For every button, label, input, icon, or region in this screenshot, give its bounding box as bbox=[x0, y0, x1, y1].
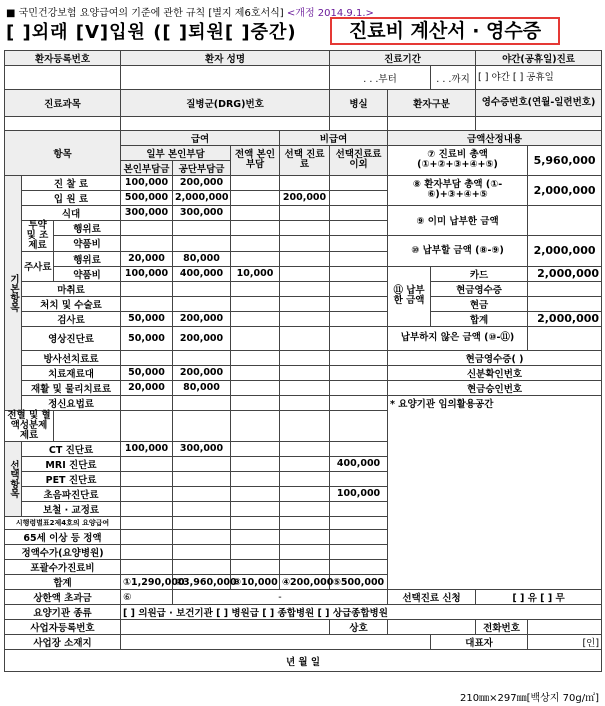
row-mri: MRI 진단료 bbox=[22, 456, 121, 471]
mat-self: 50,000 bbox=[121, 365, 173, 380]
inj-drug-full: 10,000 bbox=[231, 266, 280, 281]
receipt-table bbox=[4, 50, 602, 672]
row-brace: 보철 · 교정료 bbox=[22, 501, 121, 516]
select-apply-label: 선택진료 신청 bbox=[388, 590, 476, 605]
biz-no-value[interactable] bbox=[121, 620, 330, 635]
institution-type-options[interactable]: [ ] 의원급 · 보건기관 [ ] 병원급 [ ] 종합병원 [ ] 상급종합병원 bbox=[121, 605, 602, 620]
address-value[interactable] bbox=[121, 635, 431, 650]
patient-type-value[interactable] bbox=[388, 117, 476, 131]
exam-ins: 200,000 bbox=[173, 175, 231, 190]
meal-ins: 300,000 bbox=[173, 205, 231, 220]
patient-total-label: ⑧ 환자부담 총액 (①-⑥)+③+④+⑤ bbox=[388, 175, 528, 205]
free-space: * 요양기관 임의활용공간 bbox=[388, 395, 602, 590]
row-over65: 65세 이상 등 정액 bbox=[5, 530, 121, 545]
row-imaging: 영상진단료 bbox=[22, 326, 121, 350]
row-proc: 처치 및 수술료 bbox=[22, 296, 121, 311]
row-material: 치료재료대 bbox=[22, 365, 121, 380]
inj-act-label: 행위료 bbox=[54, 251, 121, 266]
full-self-header: 전액 본인부담 bbox=[231, 145, 280, 175]
phone-value[interactable] bbox=[528, 620, 602, 635]
select-fee-header: 선택 진료료 bbox=[280, 145, 330, 175]
patient-name-label: 환자 성명 bbox=[121, 51, 330, 66]
basic-items-label: 기본항목 bbox=[5, 175, 22, 410]
cash-receipt-label: 현금영수증 bbox=[431, 281, 528, 296]
row-med-group: 투약 및 조제료 bbox=[22, 220, 54, 251]
paper-spec: 210㎜×297㎜[백상지 70g/㎡] bbox=[460, 693, 599, 704]
document-title: 진료비 계산서 · 영수증 bbox=[330, 17, 560, 45]
receipt-no-label: 영수증번호(연월-일련번호) bbox=[476, 90, 602, 117]
inj-act-ins: 80,000 bbox=[173, 251, 231, 266]
patient-name-value[interactable] bbox=[121, 66, 330, 90]
night-label: 야간(공휴일)진료 bbox=[476, 51, 602, 66]
row-rehab: 재활 및 물리치료료 bbox=[22, 380, 121, 395]
row-hosp: 입 원 료 bbox=[22, 190, 121, 205]
due-value: 2,000,000 bbox=[528, 235, 602, 266]
row-package: 포괄수가진료비 bbox=[5, 560, 121, 575]
seal-mark: [인] bbox=[528, 635, 602, 650]
total-label: ⑦ 진료비 총액 (①+②+③+④+⑤) bbox=[388, 145, 528, 175]
mri-other: 400,000 bbox=[330, 456, 388, 471]
due-label: ⑩ 납부할 금액 (⑧-⑨) bbox=[388, 235, 528, 266]
row-anesth: 마취료 bbox=[22, 281, 121, 296]
total-1: ①1,290,000 bbox=[121, 575, 173, 590]
rehab-self: 20,000 bbox=[121, 380, 173, 395]
cash-receipt2-label: 현금영수증( ) bbox=[388, 350, 602, 365]
cash-approval-label: 현금승인번호 bbox=[388, 380, 602, 395]
patient-no-value[interactable] bbox=[5, 66, 121, 90]
paid-label: ⑨ 이미 납부한 금액 bbox=[388, 205, 528, 235]
total-4: ④200,000 bbox=[280, 575, 330, 590]
drg-value[interactable] bbox=[121, 117, 330, 131]
dept-value[interactable] bbox=[5, 117, 121, 131]
img-self: 50,000 bbox=[121, 326, 173, 350]
ct-ins: 300,000 bbox=[173, 441, 231, 456]
row-psych: 정신요법료 bbox=[22, 395, 121, 410]
total-2: ②3,960,000 bbox=[173, 575, 231, 590]
us-other: 100,000 bbox=[330, 486, 388, 501]
row-ceiling: 상한액 초과금 bbox=[5, 590, 121, 605]
nonbenefit-header: 비급여 bbox=[280, 130, 388, 145]
meal-self: 300,000 bbox=[121, 205, 173, 220]
row-test: 검사료 bbox=[22, 311, 121, 326]
card-label: 카드 bbox=[431, 266, 528, 281]
hosp-self: 500,000 bbox=[121, 190, 173, 205]
ceiling-mark: ⑥ bbox=[121, 590, 173, 605]
drg-label: 질병군(DRG)번호 bbox=[121, 90, 330, 117]
night-options[interactable]: [ ] 야간 [ ] 공휴일 bbox=[476, 66, 602, 90]
select-items-label: 선택항목 bbox=[5, 441, 22, 516]
trade-name-value[interactable] bbox=[388, 620, 476, 635]
cash-value[interactable] bbox=[528, 296, 602, 311]
hosp-sel: 200,000 bbox=[280, 190, 330, 205]
ceiling-dash: - bbox=[173, 590, 388, 605]
rep-label: 대표자 bbox=[431, 635, 528, 650]
cash-receipt-value[interactable] bbox=[528, 281, 602, 296]
inj-drug-label: 약품비 bbox=[54, 266, 121, 281]
insurer-pay-header: 공단부담금 bbox=[173, 160, 231, 175]
img-ins: 200,000 bbox=[173, 326, 231, 350]
address-label: 사업장 소재지 bbox=[5, 635, 121, 650]
paid-value[interactable] bbox=[528, 205, 602, 235]
id-confirm-label: 신분확인번호 bbox=[388, 365, 602, 380]
rehab-ins: 80,000 bbox=[173, 380, 231, 395]
receipt-no-value[interactable] bbox=[476, 117, 602, 131]
period-label: 진료기간 bbox=[330, 51, 476, 66]
ct-self: 100,000 bbox=[121, 441, 173, 456]
row-us: 초음파진단료 bbox=[22, 486, 121, 501]
self-pay-header: 본인부담금 bbox=[121, 160, 173, 175]
pay-label: ⑪ 납부한 금액 bbox=[388, 266, 431, 326]
select-apply-options[interactable]: [ ] 유 [ ] 무 bbox=[476, 590, 602, 605]
med-act-label: 행위료 bbox=[54, 220, 121, 235]
select-other-header: 선택진료료 이외 bbox=[330, 145, 388, 175]
visit-type-line: [ ]외래 [V]입원 ([ ]퇴원[ ]중간) bbox=[6, 22, 297, 43]
row-misc: 시행령별표2제4호의 요양급여 bbox=[5, 516, 121, 530]
revision-link[interactable]: <개정 2014.9.1.> bbox=[286, 8, 374, 19]
inj-act-self: 20,000 bbox=[121, 251, 173, 266]
total-3: ③10,000 bbox=[231, 575, 280, 590]
row-exam: 진 찰 료 bbox=[22, 175, 121, 190]
sum-value: 2,000,000 bbox=[528, 311, 602, 326]
hosp-ins: 2,000,000 bbox=[173, 190, 231, 205]
exam-self: 100,000 bbox=[121, 175, 173, 190]
period-to: . . .까지 bbox=[431, 66, 476, 90]
test-ins: 200,000 bbox=[173, 311, 231, 326]
row-ct: CT 진단료 bbox=[22, 441, 121, 456]
med-drug-label: 약품비 bbox=[54, 235, 121, 251]
phone-label: 전화번호 bbox=[476, 620, 528, 635]
date-line: 년 월 일 bbox=[5, 650, 602, 672]
biz-no-label: 사업자등록번호 bbox=[5, 620, 121, 635]
partial-header: 일부 본인부담 bbox=[121, 145, 231, 160]
room-value[interactable] bbox=[330, 117, 388, 131]
dept-label: 진료과목 bbox=[5, 90, 121, 117]
test-self: 50,000 bbox=[121, 311, 173, 326]
form-ref-text: ■ 국민건강보험 요양급여의 기준에 관한 규칙 [별지 제6호서식] bbox=[6, 8, 284, 19]
benefit-header: 급여 bbox=[121, 130, 280, 145]
row-pet: PET 진단료 bbox=[22, 471, 121, 486]
form-reference bbox=[6, 4, 374, 19]
room-label: 병실 bbox=[330, 90, 388, 117]
inj-drug-ins: 400,000 bbox=[173, 266, 231, 281]
row-blood: 전혈 및 혈액성분제제료 bbox=[5, 410, 54, 441]
calc-header: 금액산정내용 bbox=[388, 130, 602, 145]
period-from: . . .부터 bbox=[330, 66, 431, 90]
sum-label: 합계 bbox=[431, 311, 528, 326]
card-value: 2,000,000 bbox=[528, 266, 602, 281]
row-meal: 식대 bbox=[22, 205, 121, 220]
row-total: 합계 bbox=[5, 575, 121, 590]
item-header: 항목 bbox=[5, 130, 121, 175]
row-fixed: 정액수가(요양병원) bbox=[5, 545, 121, 560]
unpaid-value[interactable] bbox=[528, 326, 602, 350]
patient-total-value: 2,000,000 bbox=[528, 175, 602, 205]
row-inj-group: 주사료 bbox=[22, 251, 54, 281]
patient-type-label: 환자구분 bbox=[388, 90, 476, 117]
cash-label: 현금 bbox=[431, 296, 528, 311]
patient-no-label: 환자등록번호 bbox=[5, 51, 121, 66]
trade-name-label: 상호 bbox=[330, 620, 388, 635]
inj-drug-self: 100,000 bbox=[121, 266, 173, 281]
mat-ins: 200,000 bbox=[173, 365, 231, 380]
unpaid-label: 납부하지 않은 금액 (⑩-⑪) bbox=[388, 326, 528, 350]
total-5: ⑤500,000 bbox=[330, 575, 388, 590]
row-radio: 방사선치료료 bbox=[22, 350, 121, 365]
total-value: 5,960,000 bbox=[528, 145, 602, 175]
institution-type-label: 요양기관 종류 bbox=[5, 605, 121, 620]
